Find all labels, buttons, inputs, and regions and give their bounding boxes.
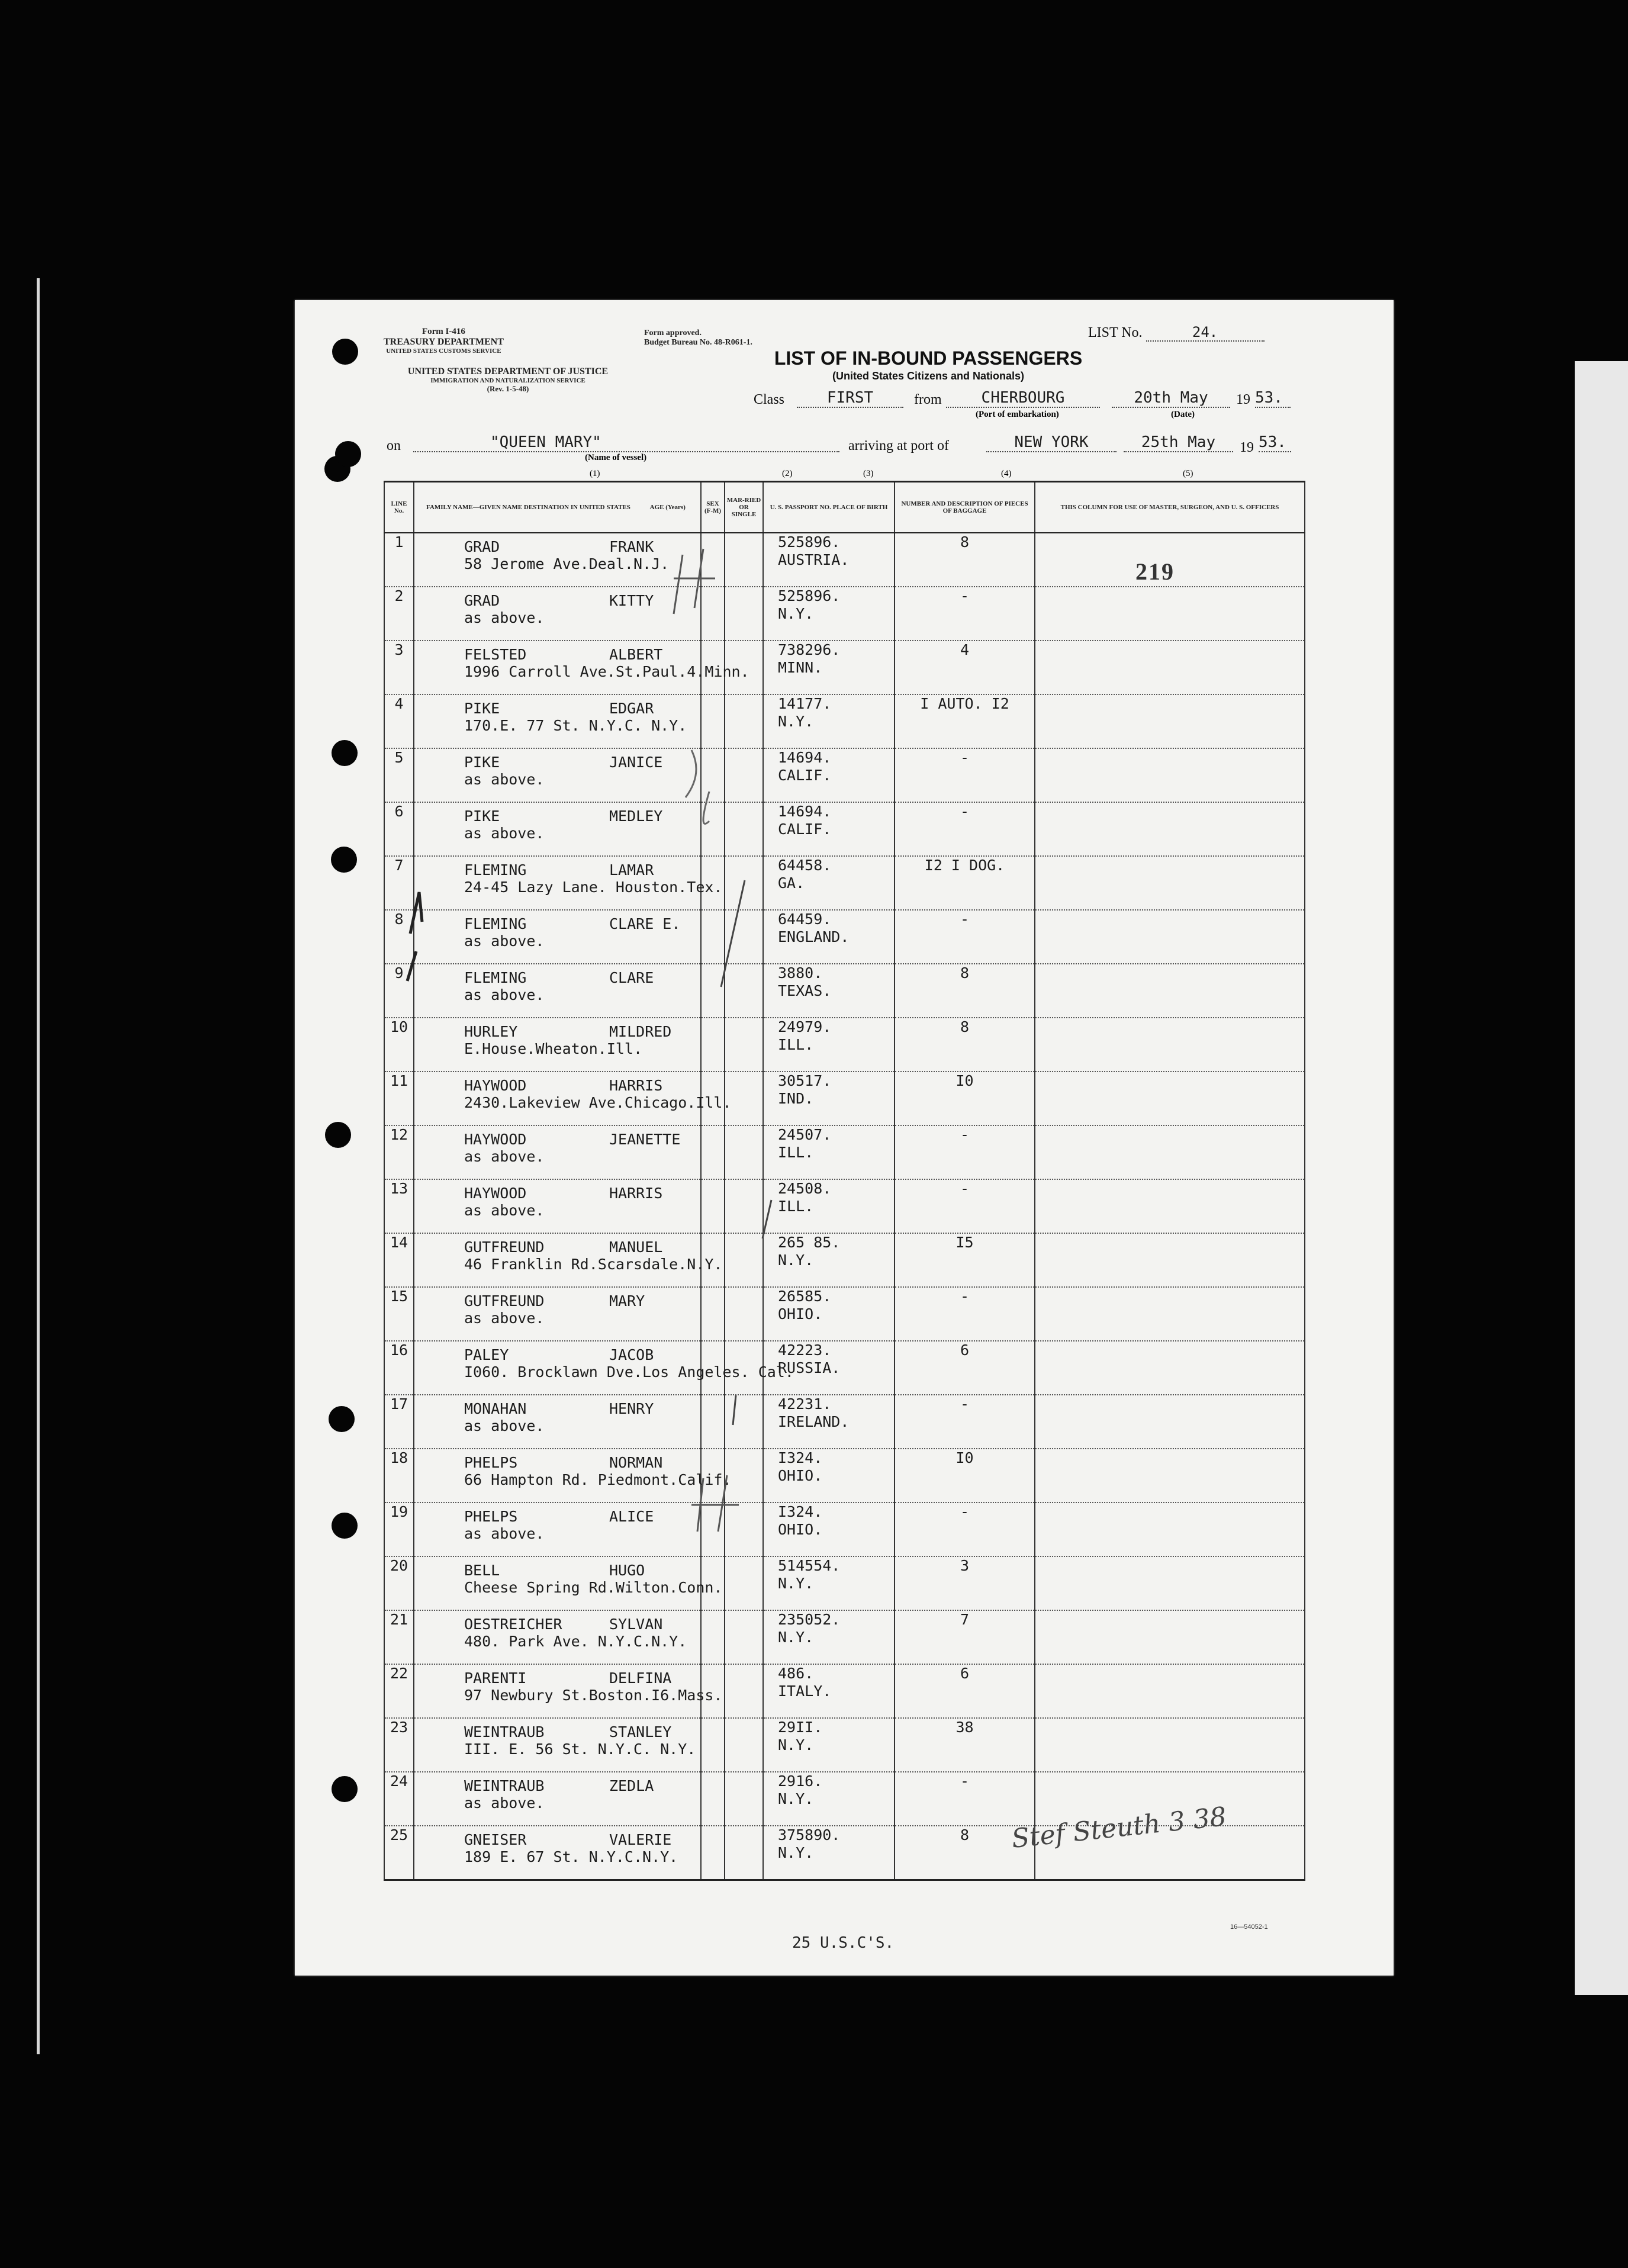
punch-hole — [332, 740, 358, 766]
col-line-no: LINE No. — [384, 482, 414, 533]
destination: 24-45 Lazy Lane. Houston.Tex. — [464, 879, 723, 896]
baggage-cell: - — [895, 1503, 1035, 1556]
passport-number: 14694. — [778, 749, 832, 766]
col-officers: THIS COLUMN FOR USE OF MASTER, SURGEON, AND U. S. OFFICERS — [1035, 482, 1305, 533]
line-number: 4 — [384, 694, 414, 748]
passport-number: 14694. — [778, 803, 832, 820]
given-name: DELFINA — [609, 1669, 672, 1687]
baggage-cell: - — [895, 1395, 1035, 1449]
punch-hole — [332, 1776, 358, 1802]
punch-hole — [332, 1513, 358, 1539]
baggage-cell: 4 — [895, 641, 1035, 694]
col-passport: U. S. PASSPORT NO. PLACE OF BIRTH — [763, 482, 895, 533]
destination: as above. — [464, 1310, 545, 1327]
line-number: 8 — [384, 910, 414, 964]
passport-number: 525896. — [778, 533, 841, 551]
passport-number: 64458. — [778, 857, 832, 874]
family-name: GUTFREUND — [464, 1238, 545, 1256]
passport-number: 24508. — [778, 1180, 832, 1197]
port-of-embarkation: CHERBOURG — [946, 389, 1100, 408]
baggage-cell: - — [895, 910, 1035, 964]
punch-hole — [325, 1122, 351, 1148]
punch-hole — [331, 847, 357, 873]
tick-fleming — [407, 892, 422, 981]
place-of-birth: OHIO. — [778, 1521, 823, 1538]
place-of-birth: RUSSIA. — [778, 1359, 841, 1376]
destination: 480. Park Ave. N.Y.C.N.Y. — [464, 1633, 687, 1650]
passport-number: 235052. — [778, 1611, 841, 1628]
baggage-cell: - — [895, 748, 1035, 802]
given-name: MEDLEY — [609, 808, 663, 825]
line-number: 3 — [384, 641, 414, 694]
line-number: 20 — [384, 1556, 414, 1610]
destination: as above. — [464, 771, 545, 788]
line-number: 11 — [384, 1072, 414, 1125]
place-of-birth: ILL. — [778, 1198, 814, 1215]
family-name: GRAD — [464, 538, 500, 555]
officer-stamp: 219 — [1135, 558, 1175, 585]
place-of-birth: ENGLAND. — [778, 928, 850, 945]
given-name: NORMAN — [609, 1454, 663, 1471]
line-number: 7 — [384, 856, 414, 910]
baggage-cell: I0 — [895, 1449, 1035, 1503]
given-name: FRANK — [609, 538, 654, 555]
given-name: ZEDLA — [609, 1777, 654, 1794]
line-number: 22 — [384, 1664, 414, 1718]
passport-number: 64459. — [778, 911, 832, 928]
handwritten-note: Stef Steuth 3 38 — [1010, 1801, 1228, 1854]
family-name: WEINTRAUB — [464, 1777, 545, 1794]
passport-number: 24979. — [778, 1018, 832, 1035]
family-name: PARENTI — [464, 1669, 527, 1687]
family-name: MONAHAN — [464, 1400, 527, 1417]
place-of-birth: IND. — [778, 1090, 814, 1107]
budget-bureau-no: Budget Bureau No. 48-R061-1. — [644, 338, 752, 347]
destination: 97 Newbury St.Boston.I6.Mass. — [464, 1687, 723, 1704]
baggage-cell: I2 I DOG. — [895, 856, 1035, 910]
place-of-birth: N.Y. — [778, 1790, 814, 1807]
given-name: HARRIS — [609, 1185, 663, 1202]
line-number: 10 — [384, 1018, 414, 1072]
line-number: 17 — [384, 1395, 414, 1449]
approved-text: Form approved. — [644, 329, 702, 337]
form-number: Form I-416 — [422, 327, 465, 336]
passport-number: 514554. — [778, 1557, 841, 1574]
destination: as above. — [464, 1417, 545, 1434]
on-label: on — [387, 438, 401, 453]
port-of-arrival: NEW YORK — [986, 433, 1117, 452]
given-name: JEANETTE — [609, 1131, 681, 1148]
destination: as above. — [464, 825, 545, 842]
col-num-2: (2) — [782, 469, 793, 478]
scan-edge-line — [37, 278, 40, 2054]
destination: as above. — [464, 932, 545, 950]
place-of-birth: ILL. — [778, 1036, 814, 1053]
passport-number: 2916. — [778, 1772, 823, 1790]
line-number: 25 — [384, 1826, 414, 1880]
destination: as above. — [464, 609, 545, 626]
arrival-year: 53. — [1259, 433, 1291, 452]
place-of-birth: AUSTRIA. — [778, 551, 850, 568]
passport-number: 42231. — [778, 1395, 832, 1413]
check-mark-row-1 — [674, 549, 715, 614]
given-name: MARY — [609, 1292, 645, 1310]
given-name: STANLEY — [609, 1723, 672, 1741]
given-name: LAMAR — [609, 861, 654, 879]
family-name: PIKE — [464, 700, 500, 717]
destination: 170.E. 77 St. N.Y.C. N.Y. — [464, 717, 687, 734]
place-of-birth: N.Y. — [778, 1252, 814, 1269]
baggage-cell: I AUTO. I2 — [895, 694, 1035, 748]
place-of-birth: N.Y. — [778, 1629, 814, 1646]
line-number: 13 — [384, 1179, 414, 1233]
treasury-dept: TREASURY DEPARTMENT — [384, 337, 504, 347]
given-name: EDGAR — [609, 700, 654, 717]
line-number: 19 — [384, 1503, 414, 1556]
passport-number: 30517. — [778, 1072, 832, 1089]
baggage-cell: 38 — [895, 1718, 1035, 1772]
passport-number: 375890. — [778, 1826, 841, 1844]
given-name: CLARE E. — [609, 915, 681, 932]
arrival-date: 25th May — [1124, 433, 1233, 452]
line-number: 23 — [384, 1718, 414, 1772]
place-of-birth: N.Y. — [778, 713, 814, 730]
baggage-cell: I5 — [895, 1233, 1035, 1287]
baggage-cell: - — [895, 802, 1035, 856]
family-name: HAYWOOD — [464, 1077, 527, 1094]
given-name: MILDRED — [609, 1023, 672, 1040]
family-name: WEINTRAUB — [464, 1723, 545, 1741]
port-embark-caption: (Port of embarkation) — [976, 410, 1059, 419]
col-sex: SEX (F-M) — [701, 482, 725, 533]
baggage-cell: - — [895, 1125, 1035, 1179]
line-number: 18 — [384, 1449, 414, 1503]
destination: 189 E. 67 St. N.Y.C.N.Y. — [464, 1848, 678, 1865]
punch-hole — [335, 441, 361, 467]
family-name: PIKE — [464, 808, 500, 825]
place-of-birth: GA. — [778, 874, 805, 892]
destination: as above. — [464, 1202, 545, 1219]
passport-number: I324. — [778, 1503, 823, 1520]
line-number: 6 — [384, 802, 414, 856]
given-name: HUGO — [609, 1562, 645, 1579]
check-mark-phelps — [691, 1475, 739, 1532]
destination: as above. — [464, 1525, 545, 1542]
date-caption: (Date) — [1171, 410, 1195, 419]
passport-number: 29II. — [778, 1719, 823, 1736]
place-of-birth: TEXAS. — [778, 982, 832, 999]
list-no-label: LIST No. — [1088, 325, 1143, 340]
family-name: FELSTED — [464, 646, 527, 663]
family-name: PALEY — [464, 1346, 509, 1363]
destination: 1996 Carroll Ave.St.Paul.4.Minn. — [464, 663, 749, 680]
destination: 46 Franklin Rd.Scarsdale.N.Y. — [464, 1256, 723, 1273]
passport-number: 3880. — [778, 964, 823, 982]
given-name: HENRY — [609, 1400, 654, 1417]
baggage-cell: - — [895, 1772, 1035, 1826]
baggage-cell: 8 — [895, 964, 1035, 1018]
passport-number: 42223. — [778, 1342, 832, 1359]
given-name: CLARE — [609, 969, 654, 986]
baggage-cell: - — [895, 1179, 1035, 1233]
col-num-1: (1) — [590, 469, 600, 478]
place-of-birth: CALIF. — [778, 821, 832, 838]
col-baggage: NUMBER AND DESCRIPTION OF PIECES OF BAGGAGE — [895, 482, 1035, 533]
page-subtitle: (United States Citizens and Nationals) — [832, 370, 1025, 382]
place-of-birth: OHIO. — [778, 1467, 823, 1484]
baggage-cell: 8 — [895, 1018, 1035, 1072]
col-num-4: (4) — [1001, 469, 1012, 478]
baggage-cell: 8 — [895, 1826, 1035, 1880]
given-name: JACOB — [609, 1346, 654, 1363]
family-name: FLEMING — [464, 861, 527, 879]
place-of-birth: N.Y. — [778, 1575, 814, 1592]
col-num-3: (3) — [863, 469, 874, 478]
place-of-birth: OHIO. — [778, 1305, 823, 1323]
family-name: PHELPS — [464, 1508, 518, 1525]
line-number: 14 — [384, 1233, 414, 1287]
vessel-name-text: "QUEEN MARY" — [490, 433, 601, 451]
baggage-cell: 7 — [895, 1610, 1035, 1664]
total-footer: 25 U.S.C'S. — [792, 1934, 895, 1952]
given-name: MANUEL — [609, 1238, 663, 1256]
baggage-cell: 6 — [895, 1664, 1035, 1718]
place-of-birth: ITALY. — [778, 1682, 832, 1700]
class-label: Class — [754, 392, 785, 407]
year-prefix-2: 19 — [1240, 440, 1254, 455]
place-of-birth: N.Y. — [778, 1736, 814, 1754]
line-number: 5 — [384, 748, 414, 802]
destination: 58 Jerome Ave.Deal.N.J. — [464, 555, 670, 572]
family-name: FLEMING — [464, 915, 527, 932]
page-title: LIST OF IN-BOUND PASSENGERS — [774, 348, 1083, 369]
line-number: 12 — [384, 1125, 414, 1179]
line-number: 1 — [384, 533, 414, 587]
passport-number: 265 85. — [778, 1234, 841, 1251]
baggage-cell: 8 — [895, 533, 1035, 587]
passport-number: I324. — [778, 1449, 823, 1466]
line-number: 21 — [384, 1610, 414, 1664]
line-number: 16 — [384, 1341, 414, 1395]
family-name: BELL — [464, 1562, 500, 1579]
place-of-birth: ILL. — [778, 1144, 814, 1161]
adjacent-page-strip — [1575, 361, 1628, 1995]
vessel-caption: (Name of vessel) — [585, 453, 647, 462]
place-of-birth: MINN. — [778, 659, 823, 676]
given-name: SYLVAN — [609, 1616, 663, 1633]
baggage-cell: - — [895, 587, 1035, 641]
baggage-cell: I0 — [895, 1072, 1035, 1125]
destination: 66 Hampton Rd. Piedmont.Calif. — [464, 1471, 732, 1488]
passport-number: 26585. — [778, 1288, 832, 1305]
passport-number: 486. — [778, 1665, 814, 1682]
destination: as above. — [464, 1794, 545, 1812]
justice-dept: UNITED STATES DEPARTMENT OF JUSTICE — [407, 366, 609, 377]
col-married: MAR-RIED OR SINGLE — [725, 482, 763, 533]
given-name: JANICE — [609, 754, 663, 771]
pencil-mark-pike — [686, 750, 709, 823]
arriving-label: arriving at port of — [848, 438, 949, 453]
baggage-cell: - — [895, 1287, 1035, 1341]
family-name: HURLEY — [464, 1023, 518, 1040]
passport-number: 24507. — [778, 1126, 832, 1143]
list-no-value: 24. — [1146, 324, 1265, 342]
baggage-cell: 3 — [895, 1556, 1035, 1610]
destination: as above. — [464, 986, 545, 1003]
family-name: FLEMING — [464, 969, 527, 986]
destination: I060. Brocklawn Dve.Los Angeles. Cal. — [464, 1363, 794, 1381]
baggage-cell: 6 — [895, 1341, 1035, 1395]
family-name: GRAD — [464, 592, 500, 609]
destination: 2430.Lakeview Ave.Chicago.Ill. — [464, 1094, 732, 1111]
given-name: HARRIS — [609, 1077, 663, 1094]
family-name: PIKE — [464, 754, 500, 771]
printer-number: 16—54052-1 — [1230, 1923, 1268, 1931]
line-number: 2 — [384, 587, 414, 641]
class-value: FIRST — [797, 389, 903, 408]
destination: E.House.Wheaton.Ill. — [464, 1040, 643, 1057]
year-prefix-1: 19 — [1236, 392, 1250, 407]
given-name: VALERIE — [609, 1831, 672, 1848]
passenger-list-page — [295, 300, 1394, 1976]
handwritten-marks — [295, 300, 1394, 1976]
line-number: 9 — [384, 964, 414, 1018]
family-name: GUTFREUND — [464, 1292, 545, 1310]
from-label: from — [914, 392, 942, 407]
place-of-birth: CALIF. — [778, 767, 832, 784]
family-name: HAYWOOD — [464, 1185, 527, 1202]
punch-hole — [329, 1406, 355, 1432]
pencil-lines-fleming — [721, 880, 771, 1425]
family-name: GNEISER — [464, 1831, 527, 1848]
punch-hole — [332, 339, 358, 365]
destination: Cheese Spring Rd.Wilton.Conn. — [464, 1579, 723, 1596]
place-of-birth: N.Y. — [778, 605, 814, 622]
passport-number: 14177. — [778, 695, 832, 712]
immigration-service: IMMIGRATION AND NATURALIZATION SERVICE — [430, 377, 585, 384]
given-name: ALICE — [609, 1508, 654, 1525]
given-name: KITTY — [609, 592, 654, 609]
given-name: ALBERT — [609, 646, 663, 663]
embark-year: 53. — [1255, 389, 1291, 408]
place-of-birth: IRELAND. — [778, 1413, 850, 1430]
col-num-5: (5) — [1183, 469, 1193, 478]
passport-number: 525896. — [778, 587, 841, 604]
destination: III. E. 56 St. N.Y.C. N.Y. — [464, 1741, 696, 1758]
family-name: PHELPS — [464, 1454, 518, 1471]
family-name: OESTREICHER — [464, 1616, 562, 1633]
destination: as above. — [464, 1148, 545, 1165]
col-age: AGE (Years) — [649, 504, 686, 511]
family-name: HAYWOOD — [464, 1131, 527, 1148]
revision-date: (Rev. 1-5-48) — [487, 384, 529, 393]
passport-number: 738296. — [778, 641, 841, 658]
line-number: 24 — [384, 1772, 414, 1826]
line-number: 15 — [384, 1287, 414, 1341]
customs-service: UNITED STATES CUSTOMS SERVICE — [386, 348, 501, 355]
place-of-birth: N.Y. — [778, 1844, 814, 1861]
col-name-text: FAMILY NAME—GIVEN NAME DESTINATION IN UNITED STATES — [426, 504, 630, 511]
embarkation-date: 20th May — [1112, 389, 1230, 408]
